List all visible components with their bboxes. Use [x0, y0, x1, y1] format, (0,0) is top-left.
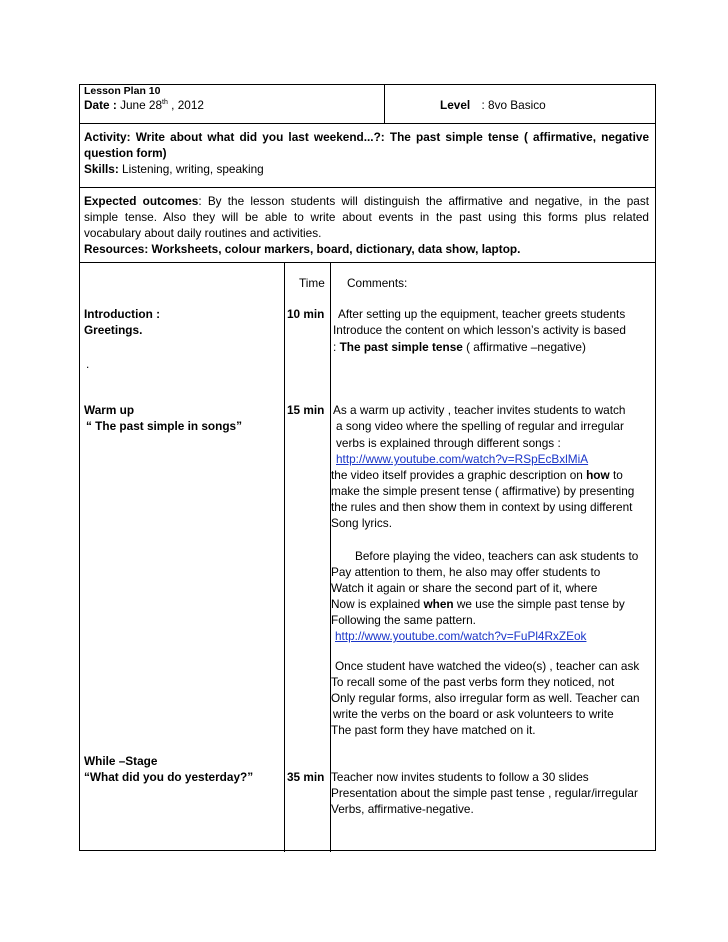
level-label: Level — [440, 98, 471, 112]
warmup-comment-3: verbs is explained through different songs : — [336, 436, 561, 450]
divider-header — [80, 123, 655, 124]
warmup-comment-13: Following the same pattern. — [331, 613, 476, 627]
introduction-topic: The past simple tense — [339, 340, 463, 354]
date-day: June 28 — [120, 98, 163, 112]
warmup-comment-10: Pay attention to them, he also may offer students to — [331, 565, 601, 579]
warmup-comment-5 — [331, 467, 623, 483]
warmup-title: Warm up — [84, 403, 135, 417]
warmup-comment-5-post: to — [609, 468, 623, 482]
introduction-comment-3-pre: : — [333, 340, 340, 354]
warmup-comment-12 — [331, 596, 625, 612]
warmup-subtitle: “ The past simple in songs” — [86, 419, 243, 433]
level-line — [440, 97, 546, 113]
warmup-comment-17: Only regular forms, also irregular form as well. Teacher can — [331, 691, 640, 705]
outcomes-label: Expected outcomes — [84, 194, 199, 208]
warmup-comment-6: make the simple present tense ( affirmative) by presenting — [331, 484, 635, 498]
introduction-comment-1: After setting up the equipment, teacher greets students — [338, 307, 626, 321]
skills-label: Skills: — [84, 162, 119, 176]
outcomes-line1 — [84, 193, 649, 209]
lesson-plan-number: Lesson Plan 10 — [84, 85, 161, 97]
divider-left-column — [284, 262, 285, 852]
while-stage-comment-1: Teacher now invites students to follow a 30 slides — [331, 770, 589, 784]
introduction-dot: . — [86, 357, 90, 371]
warmup-comment-12-bold: when — [423, 597, 454, 611]
introduction-comment-3-post: ( affirmative –negative) — [462, 340, 586, 354]
comments-header: Comments: — [347, 276, 408, 290]
date-label: Date : — [84, 98, 117, 112]
outcomes-line3: vocabulary about daily routines and activities. — [84, 226, 322, 240]
warmup-comment-9: Before playing the video, teachers can ask students to — [355, 549, 639, 563]
divider-activity — [80, 187, 655, 188]
warmup-comment-12-post: we use the simple past tense by — [453, 597, 625, 611]
date-year: , 2012 — [171, 98, 204, 112]
time-header: Time — [299, 276, 325, 290]
date-line — [84, 97, 204, 113]
warmup-comment-5-pre: the video itself provides a graphic description on — [331, 468, 587, 482]
warmup-comment-7: the rules and then show them in context by using different — [331, 500, 633, 514]
warmup-comment-5-bold: how — [586, 468, 610, 482]
level-value: : 8vo Basico — [481, 98, 546, 112]
while-stage-comment-3: Verbs, affirmative-negative. — [331, 802, 474, 816]
divider-time-column — [330, 262, 331, 852]
introduction-comment-2: Introduce the content on which lesson’s activity is based — [333, 323, 626, 337]
date-suffix: th — [162, 99, 168, 107]
warmup-comment-15: Once student have watched the video(s) , teacher can ask — [335, 659, 640, 673]
warmup-comment-12-pre: Now is explained — [331, 597, 424, 611]
while-stage-comment-2: Presentation about the simple past tense , regular/irregular — [331, 786, 638, 800]
warmup-comment-2: a song video where the spelling of regular and irregular — [336, 419, 624, 433]
introduction-comment-3 — [333, 339, 586, 355]
while-stage-subtitle: “What did you do yesterday?” — [84, 770, 254, 784]
while-stage-time: 35 min — [287, 770, 325, 784]
outcomes-line2: simple tense. Also they will be able to write about events in the past using this forms plus related — [84, 210, 649, 224]
outcomes-line1-text: : By the lesson students will distinguish the affirmative and negative, in the past — [198, 194, 649, 208]
while-stage-title: While –Stage — [84, 754, 158, 768]
activity-title-line2: question form) — [84, 146, 167, 160]
introduction-subtitle: Greetings. — [84, 323, 143, 337]
skills-line — [84, 161, 264, 177]
warmup-comment-19: The past form they have matched on it. — [331, 723, 536, 737]
resources-line: Resources: Worksheets, colour markers, board, dictionary, data show, laptop. — [84, 242, 521, 256]
warmup-comment-1: As a warm up activity , teacher invites students to watch — [333, 403, 626, 417]
activity-title-line1: Activity: Write about what did you last weekend...?: The past simple tense ( affirmative, negative — [84, 130, 649, 144]
warmup-comment-11: Watch it again or share the second part of it, where — [331, 581, 598, 595]
warmup-comment-18: write the verbs on the board or ask volunteers to write — [333, 707, 614, 721]
divider-outcomes — [80, 262, 655, 263]
warmup-video-link-2[interactable]: http://www.youtube.com/watch?v=FuPl4RxZEok — [335, 629, 587, 643]
warmup-video-link-1[interactable]: http://www.youtube.com/watch?v=RSpEcBxlMiA — [336, 452, 589, 466]
warmup-time: 15 min — [287, 403, 325, 417]
introduction-time: 10 min — [287, 307, 325, 321]
warmup-comment-8: Song lyrics. — [331, 516, 392, 530]
warmup-comment-16: To recall some of the past verbs form they noticed, not — [331, 675, 615, 689]
skills-value: Listening, writing, speaking — [122, 162, 264, 176]
divider-level-column — [384, 85, 385, 123]
introduction-title: Introduction : — [84, 307, 161, 321]
